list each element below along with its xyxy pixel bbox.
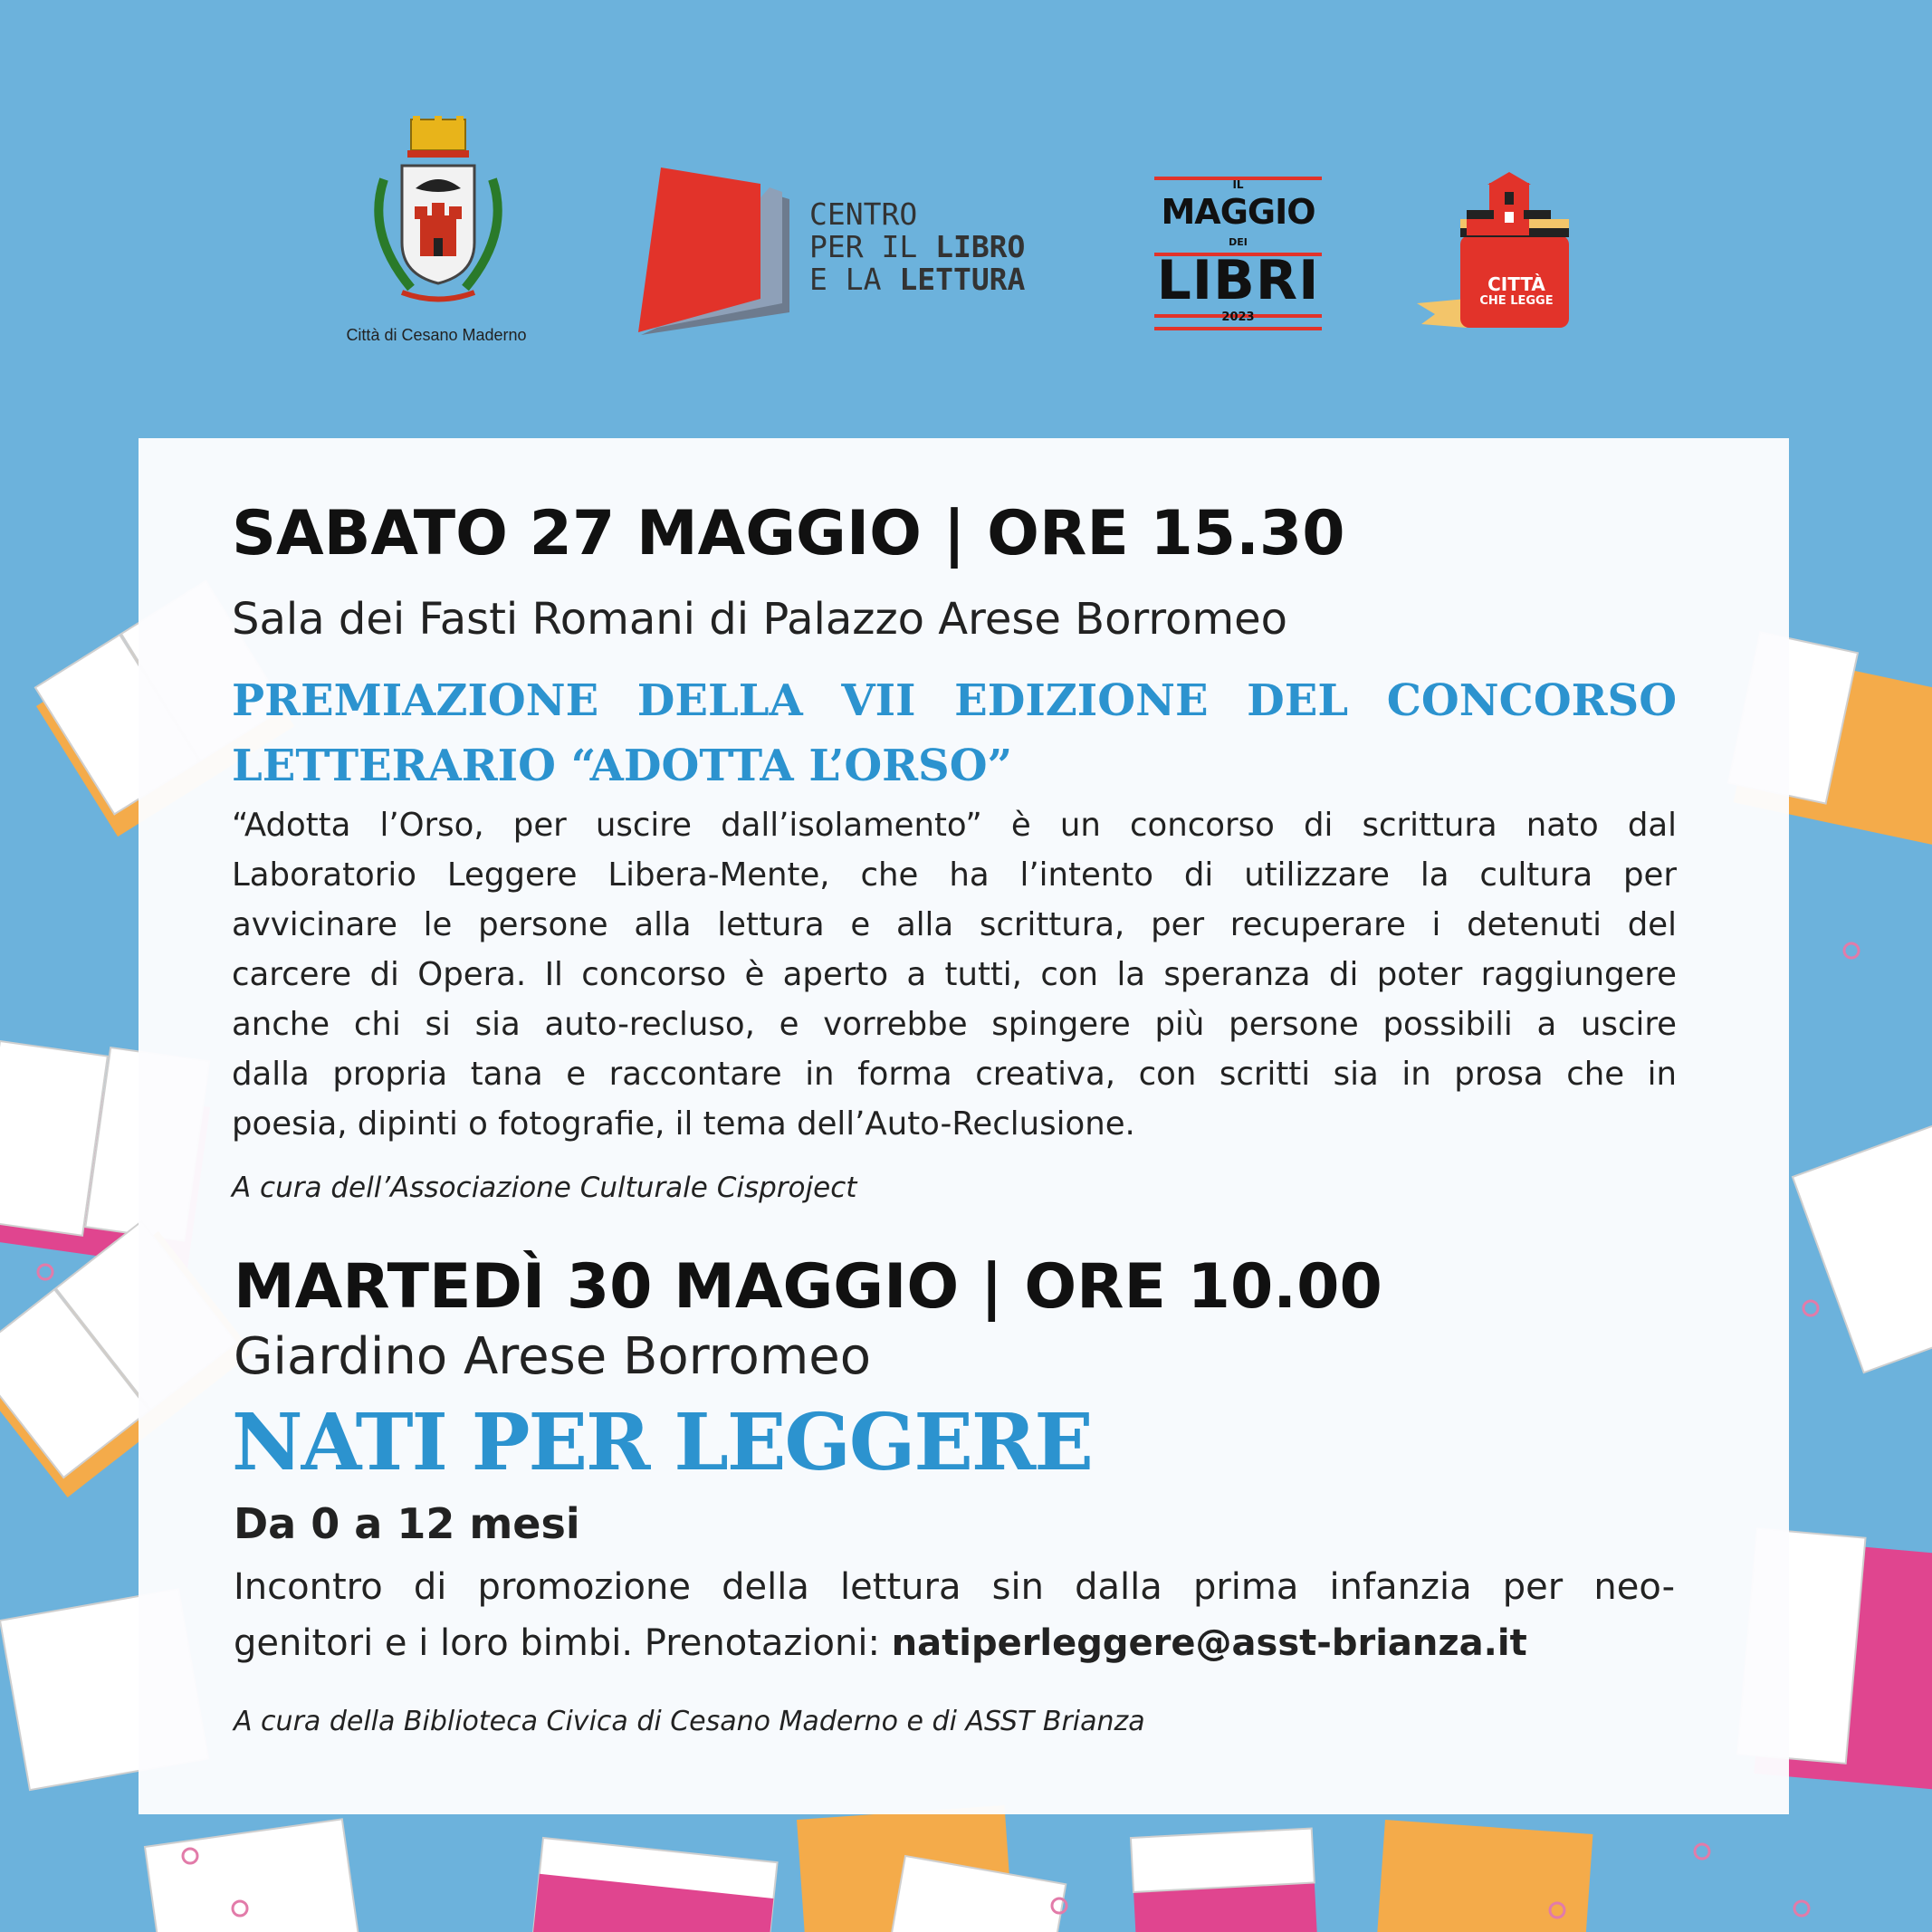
- cepell-line2: PER IL LIBRO: [809, 229, 1026, 264]
- event2-credit: A cura della Biblioteca Civica di Cesano Maderno e di ASST Brianza: [234, 1706, 1145, 1737]
- event2-desc-line1: Incontro di promozione della lettura sin dalla prima infanzia per neo-: [234, 1566, 1675, 1608]
- event1-place: Sala dei Fasti Romani di Palazzo Arese Borromeo: [232, 594, 1288, 645]
- maggio-top: IL: [1232, 178, 1244, 191]
- event-card: [139, 438, 1789, 1814]
- event1-desc-line: dalla propria tana e raccontare in forma creativa, con scritti sia in prosa che in: [232, 1056, 1677, 1093]
- maggio-word1: MAGGIO: [1161, 192, 1315, 232]
- logo-cesano-maderno: [335, 116, 534, 351]
- logo-citta-che-legge: [1417, 172, 1580, 330]
- event2-age: Da 0 a 12 mesi: [234, 1499, 580, 1548]
- event1-desc-line: carcere di Opera. Il concorso è aperto a tutti, con la speranza di poter raggiungere: [232, 956, 1677, 993]
- event1-desc-line: poesia, dipinti o fotografie, il tema dell’Auto-Reclusione.: [232, 1105, 1135, 1143]
- maggio-year: 2023: [1221, 311, 1255, 324]
- event1-description: [232, 800, 1677, 1149]
- cepell-line1: CENTRO: [809, 196, 918, 232]
- maggio-mid: DEI: [1229, 236, 1248, 248]
- event2-description: [234, 1559, 1675, 1671]
- citta-line2: CHE LEGGE: [1479, 294, 1554, 308]
- event1-title-line2: LETTERARIO “ADOTTA L’ORSO”: [232, 741, 1013, 791]
- maggio-word2: LIBRI: [1156, 249, 1320, 312]
- coat-of-arms-icon: [348, 116, 529, 315]
- cepell-line3: E LA LETTURA: [809, 262, 1026, 297]
- event1-desc-line: avvicinare le persone alla lettura e alla scrittura, per recuperare i detenuti del: [232, 906, 1677, 943]
- event1-title-line1: PREMIAZIONE DELLA VII EDIZIONE DEL CONCORSO: [232, 675, 1677, 726]
- event1-desc-line: Laboratorio Leggere Libera-Mente, che ha l’intento di utilizzare la cultura per: [232, 856, 1677, 894]
- event1-desc-line: anche chi si sia auto-recluso, e vorrebbe spingere più persone possibili a uscire: [232, 1006, 1677, 1043]
- logo-cepell: [634, 167, 1068, 335]
- logo-maggio-dei-libri: [1154, 177, 1322, 330]
- event2-date: MARTEDÌ 30 MAGGIO | ORE 10.00: [234, 1251, 1382, 1323]
- citta-line1: CITTÀ: [1487, 273, 1545, 295]
- cesano-caption: Città di Cesano Maderno: [346, 326, 527, 344]
- event2-title: NATI PER LEGGERE: [232, 1397, 1092, 1488]
- event2-desc-line2: genitori e i loro bimbi. Prenotazioni: natiperleggere@asst-brianza.it: [234, 1622, 1527, 1664]
- open-book-logo-icon: [634, 167, 792, 335]
- booking-email-link[interactable]: natiperleggere@asst-brianza.it: [891, 1622, 1527, 1664]
- event1-credit: A cura dell’Associazione Culturale Cisproject: [232, 1172, 857, 1204]
- event1-date: SABATO 27 MAGGIO | ORE 15.30: [232, 498, 1345, 569]
- event2-place: Giardino Arese Borromeo: [234, 1327, 871, 1386]
- event1-desc-line: “Adotta l’Orso, per uscire dall’isolamento” è un concorso di scrittura nato dal: [232, 807, 1677, 844]
